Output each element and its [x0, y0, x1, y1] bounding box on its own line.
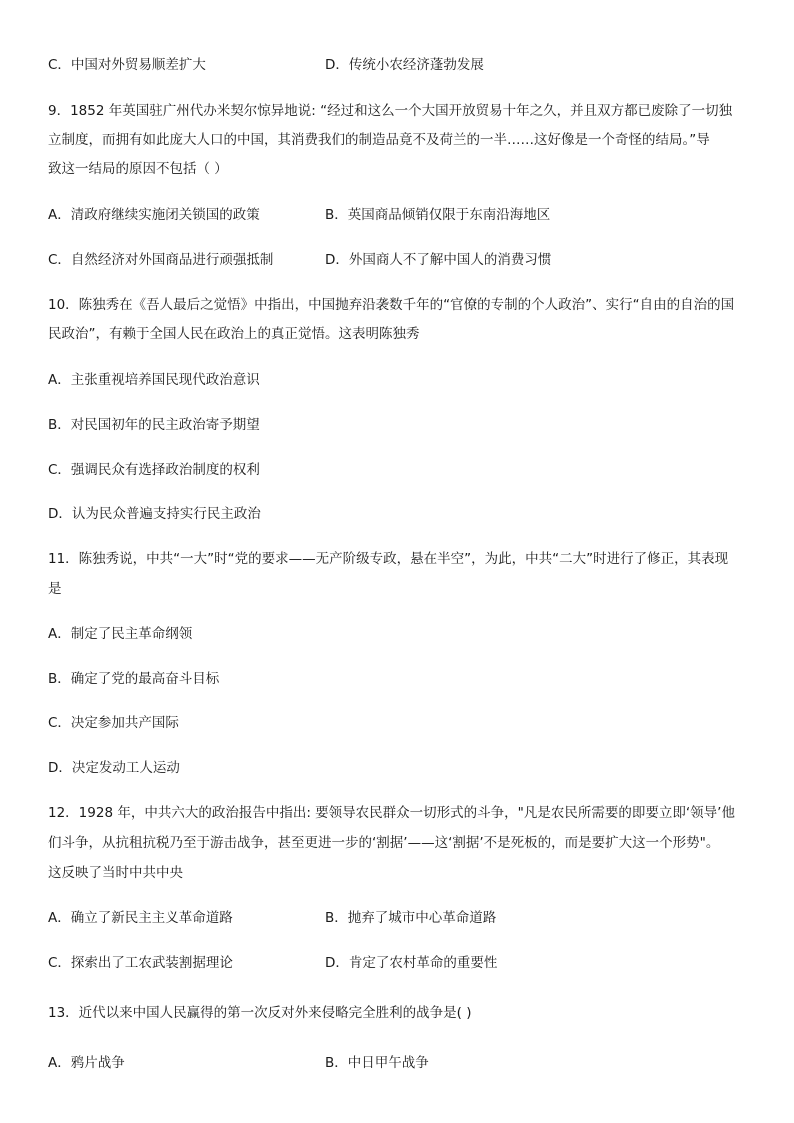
q11-stem-line1: 11．陈独秀说，中共“一大”时“党的要求——无产阶级专政，悬在半空”，为此，中共“二大”时进行了修正，其表现	[48, 551, 729, 567]
q10-option-a: A．主张重视培养国民现代政治意识	[48, 372, 260, 388]
q10-stem-line2: 民政治”，有赖于全国人民在政治上的真正觉悟。这表明陈独秀	[48, 326, 420, 342]
q12-option-d: D．肯定了农村革命的重要性	[325, 955, 498, 971]
q9-option-a: A．清政府继续实施闭关锁国的政策	[48, 207, 260, 223]
q12-stem-line2: 们斗争，从抗租抗税乃至于游击战争，甚至更进一步的‘割据’——这‘割据’不是死板的，而是要扩大这一个形势"。	[48, 835, 720, 851]
q11-option-b: B．确定了党的最高奋斗目标	[48, 671, 220, 687]
q13-option-b: B．中日甲午战争	[325, 1055, 429, 1071]
q11-stem-line2: 是	[48, 581, 62, 597]
q9-stem-line1: 9．1852 年英国驻广州代办米契尔惊异地说: “经过和这么一个大国开放贸易十年之久，并且双方都已废除了一切独	[48, 103, 733, 119]
q9-option-c: C．自然经济对外国商品进行顽强抵制	[48, 252, 274, 268]
q12-option-c: C．探索出了工农武装割据理论	[48, 955, 233, 971]
q13-option-a: A．鸦片战争	[48, 1055, 125, 1071]
q8-option-c: C．中国对外贸易顺差扩大	[48, 57, 206, 73]
q12-option-b: B．抛弃了城市中心革命道路	[325, 910, 497, 926]
q8-option-d: D．传统小农经济蓬勃发展	[325, 57, 484, 73]
q13-stem-line1: 13．近代以来中国人民赢得的第一次反对外来侵略完全胜利的战争是( )	[48, 1005, 472, 1021]
q10-option-b: B．对民国初年的民主政治寄予期望	[48, 417, 260, 433]
q11-option-a: A．制定了民主革命纲领	[48, 626, 193, 642]
q11-option-d: D．决定发动工人运动	[48, 760, 180, 776]
q9-option-b: B．英国商品倾销仅限于东南沿海地区	[325, 207, 551, 223]
q10-stem-line1: 10．陈独秀在《吾人最后之觉悟》中指出，中国抛弃沿袭数千年的“官僚的专制的个人政治”、实行“自由的自治的国	[48, 297, 735, 313]
q9-option-d: D．外国商人不了解中国人的消费习惯	[325, 252, 552, 268]
q10-option-c: C．强调民众有选择政治制度的权利	[48, 462, 260, 478]
q11-option-c: C．决定参加共产国际	[48, 715, 179, 731]
q10-option-d: D．认为民众普遍支持实行民主政治	[48, 506, 261, 522]
q12-option-a: A．确立了新民主主义革命道路	[48, 910, 233, 926]
q9-stem-line3: 致这一结局的原因不包括（ ）	[48, 161, 228, 177]
q9-stem-line2: 立制度，而拥有如此庞大人口的中国，其消费我们的制造品竟不及荷兰的一半……这好像是一个奇怪的结局。”导	[48, 132, 710, 148]
q12-stem-line1: 12．1928 年，中共六大的政治报告中指出: 要领导农民群众一切形式的斗争，"凡是农民所需要的即要立即‘领导’他	[48, 805, 735, 821]
q12-stem-line3: 这反映了当时中共中央	[48, 865, 183, 881]
